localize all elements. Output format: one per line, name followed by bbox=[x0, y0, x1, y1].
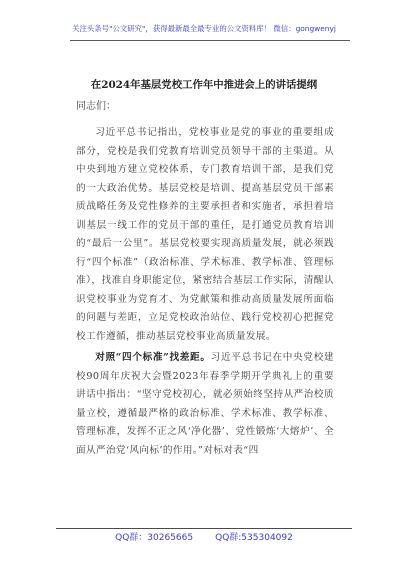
salutation: 同志们： bbox=[76, 101, 116, 112]
document-body bbox=[76, 124, 334, 460]
footer bbox=[0, 532, 408, 544]
footer-qq-group-1: QQ群：30265665 bbox=[115, 533, 194, 543]
paragraph-1: 习近平总书记指出，党校事业是党的事业的重要组成部分，党校是我们党教育培训党员领导干部的主渠道。从中央到地方建立党校体系，专门教育培训干部，是我们党的一大政治优势。基层党校是培训、提高基层党员干部素质战略任务及党性修养的主要承担者和实施者，承担着培训基层一线工作的党员干部的重任，是打通党员教育培训的“最后一公里”。基层党校要实现高质量发展，就必须践行“四个标准”（政治标准、学术标准、教学标准、管理标准），找准自身职能定位，紧密结合基层工作实际，清醒认识党校事业为党育才、为党献策和推动高质量发展所面临的问题与差距，立足党校政治站位、践行党校初心把握党校工作遵循，推动基层党校事业高质量发展。 bbox=[76, 127, 334, 342]
footer-qq-group-2: QQ群:535304092 bbox=[215, 533, 293, 543]
paragraph-2 bbox=[76, 349, 334, 460]
paragraph-2-text: 习近平总书记在中央党校建校90周年庆祝大会暨2023年春季学期开学典礼上的重要讲话中指出：“坚守党校初心，就必须始终坚持从严治校质量立校，遵循最严格的政治标准、学术标准、教学标准、管理标准，发挥不正之风‘净化器’、党性锻炼‘大熔炉’、全面从严治党‘风向标’的作用。”对标对表“四 bbox=[76, 352, 334, 456]
footer-divider bbox=[56, 528, 352, 529]
header-banner: 关注头条号"公文研究"，获得最新最全最专业的公文资料库！ 微信：gongwenyj bbox=[72, 24, 336, 33]
header-divider bbox=[70, 40, 350, 41]
document-title: 在2024年基层党校工作年中推进会上的讲话提纲 bbox=[90, 79, 318, 91]
paragraph-2-lead: 对照“四个标准”找差距。 bbox=[95, 352, 211, 363]
